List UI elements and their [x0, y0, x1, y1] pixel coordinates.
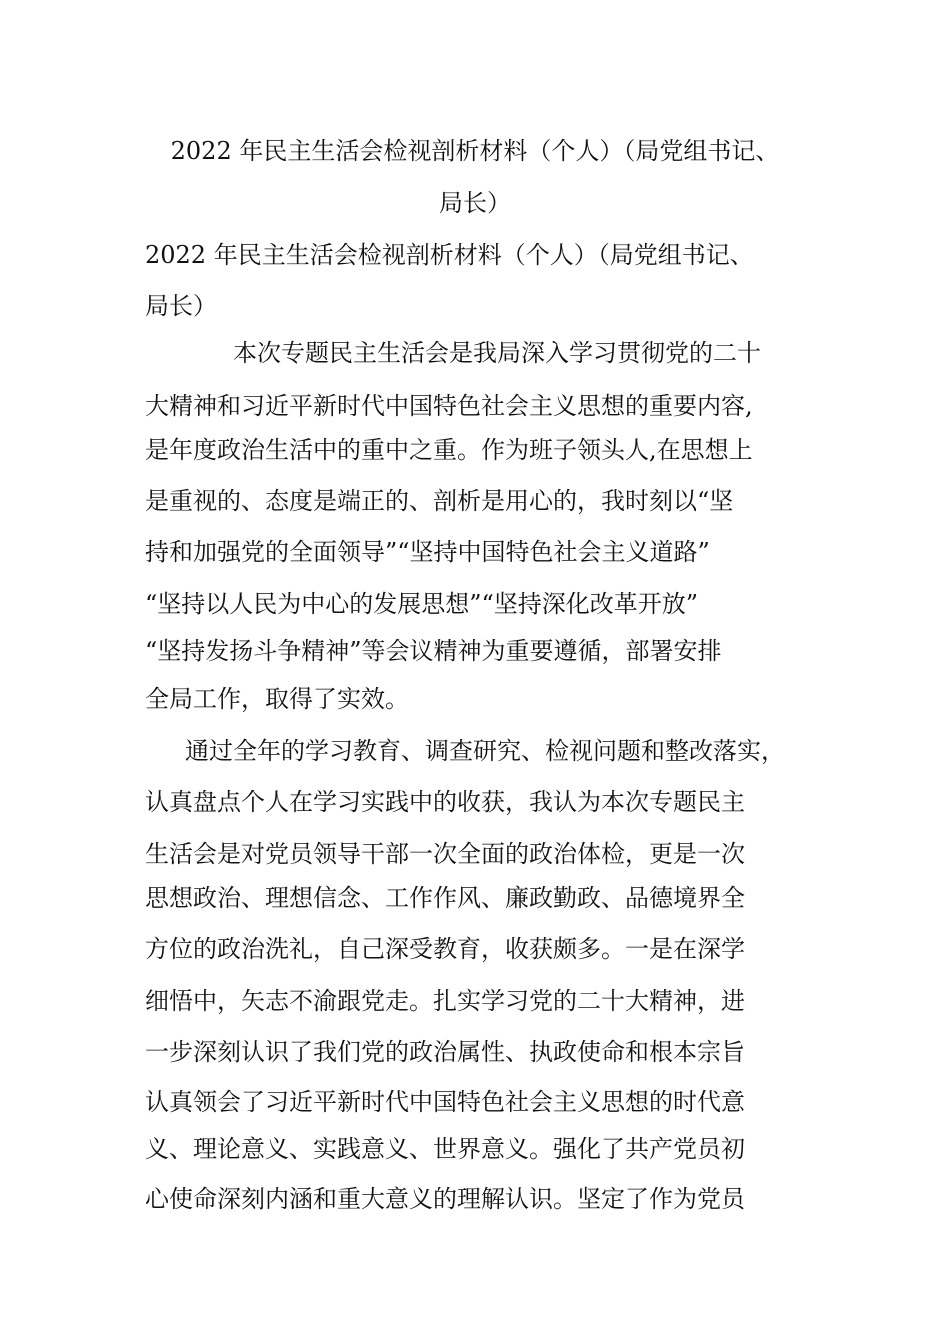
paragraph-2-line-10: 心使命深刻内涵和重大意义的理解认识。坚定了作为党员 — [145, 1185, 745, 1213]
paragraph-2-line-9: 义、理论意义、实践意义、世界意义。强化了共产党员初 — [145, 1135, 745, 1163]
paragraph-1-line-1: 本次专题民主生活会是我局深入学习贯彻党的二十 — [233, 339, 761, 367]
document-title-line-1: 2022 年民主生活会检视剖析材料（个人）（局党组书记、 — [170, 137, 780, 165]
paragraph-2-line-7: 一步深刻认识了我们党的政治属性、执政使命和根本宗旨 — [145, 1038, 745, 1066]
paragraph-1-line-7: “坚持发扬斗争精神”等会议精神为重要遵循，部署安排 — [145, 637, 722, 665]
paragraph-2-line-6: 细悟中，矢志不渝跟党走。扎实学习党的二十大精神，进 — [145, 987, 745, 1015]
paragraph-1-line-6: “坚持以人民为中心的发展思想”“坚持深化改革开放” — [145, 590, 699, 618]
paragraph-1-line-3: 是年度政治生活中的重中之重。作为班子领头人,在思想上 — [145, 436, 753, 464]
paragraph-2-line-3: 生活会是对党员领导干部一次全面的政治体检，更是一次 — [145, 840, 745, 868]
subtitle-line-2: 局长） — [145, 292, 217, 320]
paragraph-1-line-2: 大精神和习近平新时代中国特色社会主义思想的重要内容, — [145, 392, 753, 420]
paragraph-2-line-5: 方位的政治洗礼，自己深受教育，收获颇多。一是在深学 — [145, 935, 745, 963]
paragraph-1-line-5: 持和加强党的全面领导”“坚持中国特色社会主义道路” — [145, 538, 710, 566]
document-title-line-2: 局长） — [439, 189, 511, 217]
paragraph-2-line-2: 认真盘点个人在学习实践中的收获，我认为本次专题民主 — [145, 788, 745, 816]
paragraph-2-line-8: 认真领会了习近平新时代中国特色社会主义思想的时代意 — [145, 1088, 745, 1116]
subtitle-line-1: 2022 年民主生活会检视剖析材料（个人）（局党组书记、 — [145, 241, 754, 269]
paragraph-1-line-8: 全局工作，取得了实效。 — [145, 685, 409, 713]
paragraph-1-line-4: 是重视的、态度是端正的、剖析是用心的，我时刻以“坚 — [145, 487, 734, 515]
paragraph-2-line-4: 思想政治、理想信念、工作作风、廉政勤政、品德境界全 — [145, 884, 745, 912]
paragraph-2-line-1: 通过全年的学习教育、调查研究、检视问题和整改落实， — [185, 737, 785, 765]
